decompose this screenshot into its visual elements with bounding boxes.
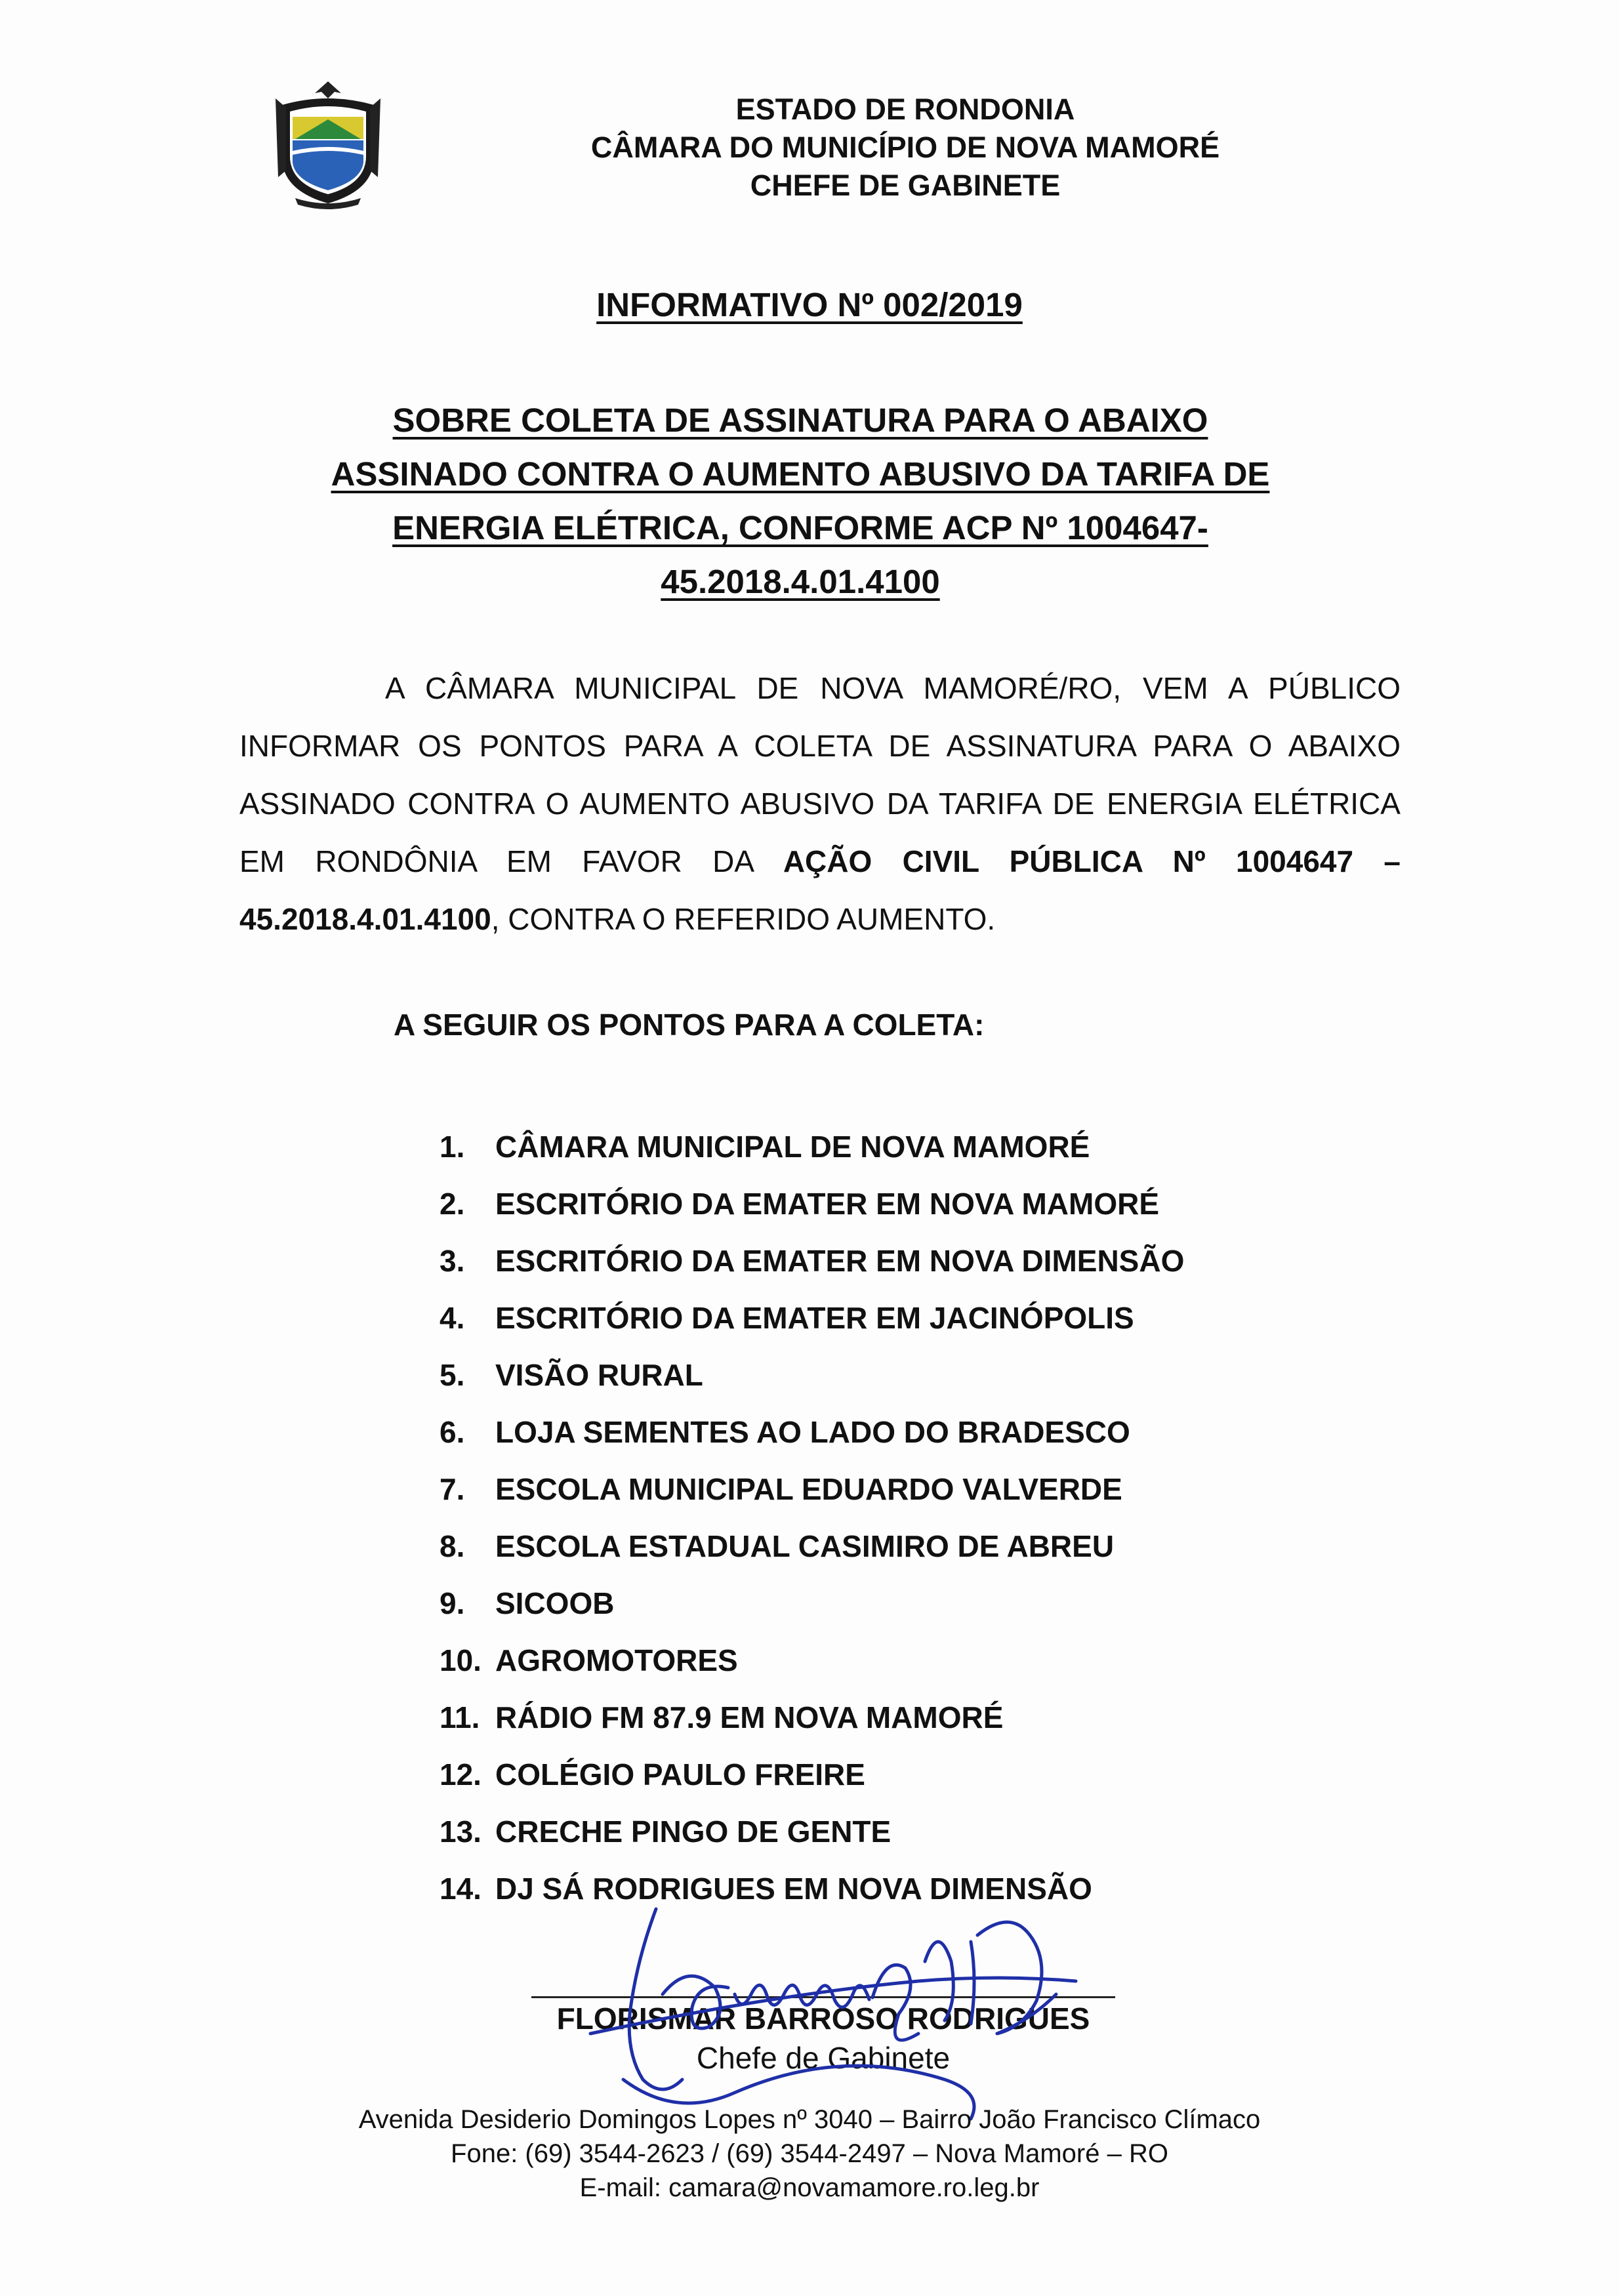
list-item-number: 5. [440,1358,465,1392]
list-item [440,1176,1184,1233]
list-item [440,1575,1184,1632]
list-item-number: 2. [440,1187,465,1221]
list-item-label: ESCRITÓRIO DA EMATER EM NOVA DIMENSÃO [495,1244,1185,1278]
footer-phone: Fone: (69) 3544-2623 / (69) 3544-2497 – Nova Mamoré – RO [451,2139,1168,2168]
signature-stroke [925,1942,974,2024]
footer [0,2102,1619,2205]
subject-heading [236,394,1364,609]
footer-email: E-mail: camara@novamamore.ro.leg.br [579,2173,1040,2202]
list-item-label: SICOOB [495,1586,615,1620]
signature-stroke [590,1978,1076,2034]
list-item-label: VISÃO RURAL [495,1358,703,1392]
header-chamber: CÂMARA DO MUNICÍPIO DE NOVA MAMORÉ [590,131,1220,164]
list-item-number: 11. [440,1700,480,1734]
list-item-label: ESCRITÓRIO DA EMATER EM JACINÓPOLIS [495,1301,1134,1335]
list-item [440,1632,1184,1689]
list-item-label: DJ SÁ RODRIGUES EM NOVA DIMENSÃO [495,1872,1092,1906]
signature-stroke [663,1976,728,2028]
signatory-role: Chefe de Gabinete [696,2041,951,2075]
list-item [440,1746,1184,1803]
list-item-label: ESCOLA ESTADUAL CASIMIRO DE ABREU [495,1529,1115,1563]
subject-line-3: ENERGIA ELÉTRICA, CONFORME ACP Nº 1004647- [392,509,1208,546]
list-item-number: 10. [440,1643,482,1677]
subject-line-1: SOBRE COLETA DE ASSINATURA PARA O ABAIXO [392,401,1208,439]
list-item-number: 3. [440,1244,465,1278]
list-item-number: 6. [440,1415,465,1449]
list-item-number: 13. [440,1814,482,1849]
list-item [440,1518,1184,1575]
signature-stroke [872,1965,918,2040]
list-item-label: RÁDIO FM 87.9 EM NOVA MAMORÉ [495,1700,1004,1734]
list-item-label: ESCOLA MUNICIPAL EDUARDO VALVERDE [495,1472,1122,1506]
signatory-name: FLORISMAR BARROSO RODRIGUES [556,2001,1090,2036]
list-item [440,1689,1184,1746]
subject-line-2: ASSINADO CONTRA O AUMENTO ABUSIVO DA TARIFA DE [331,455,1270,493]
list-item [440,1290,1184,1347]
informativo-title: INFORMATIVO Nº 002/2019 [596,286,1023,323]
list-item [440,1233,1184,1290]
body-paragraph [239,659,1401,948]
list-item [440,1404,1184,1461]
letterhead [459,91,1351,205]
list-item-number: 14. [440,1872,482,1906]
header-office: CHEFE DE GABINETE [750,169,1061,202]
list-item-label: CRECHE PINGO DE GENTE [495,1814,891,1849]
header-state: ESTADO DE RONDONIA [735,92,1075,126]
list-item [440,1347,1184,1404]
body-text-end: , CONTRA O REFERIDO AUMENTO. [491,902,996,936]
list-item-number: 7. [440,1472,465,1506]
list-item-number: 12. [440,1757,482,1792]
list-item [440,1803,1184,1860]
body-text: A CÂMARA MUNICIPAL DE NOVA MAMORÉ/RO, VEM A PÚBLICO INFORMAR OS PONTOS PARA A COLETA DE ASSINATURA PARA O ABAIXO ASSINADO CONTRA O AUMENTO ABUSIVO DA TARIFA DE ENERGIA ELÉTRICA EM RONDÔNIA EM FAVOR DA [239,671,1401,878]
subject-line-4: 45.2018.4.01.4100 [661,563,940,600]
list-item-label: LOJA SEMENTES AO LADO DO BRADESCO [495,1415,1130,1449]
list-item-label: COLÉGIO PAULO FREIRE [495,1757,865,1792]
list-item-number: 8. [440,1529,465,1563]
points-heading: A SEGUIR OS PONTOS PARA A COLETA: [394,1008,985,1042]
list-item [440,1118,1184,1176]
list-item-number: 1. [440,1130,465,1164]
list-item-label: ESCRITÓRIO DA EMATER EM NOVA MAMORÉ [495,1187,1159,1221]
list-item-number: 4. [440,1301,465,1335]
list-item [440,1461,1184,1518]
municipal-crest-icon [269,79,387,210]
footer-address: Avenida Desiderio Domingos Lopes nº 3040 – Bairro João Francisco Clímaco [358,2105,1261,2134]
signature-stroke [629,1909,682,2089]
collection-points-list [440,1118,1184,1917]
list-item-label: CÂMARA MUNICIPAL DE NOVA MAMORÉ [495,1130,1090,1164]
list-item-number: 9. [440,1586,465,1620]
list-item-label: AGROMOTORES [495,1643,738,1677]
body-acp-reference: AÇÃO CIVIL PÚBLICA Nº 1004647 – 45.2018.4.01.4100 [239,844,1401,936]
